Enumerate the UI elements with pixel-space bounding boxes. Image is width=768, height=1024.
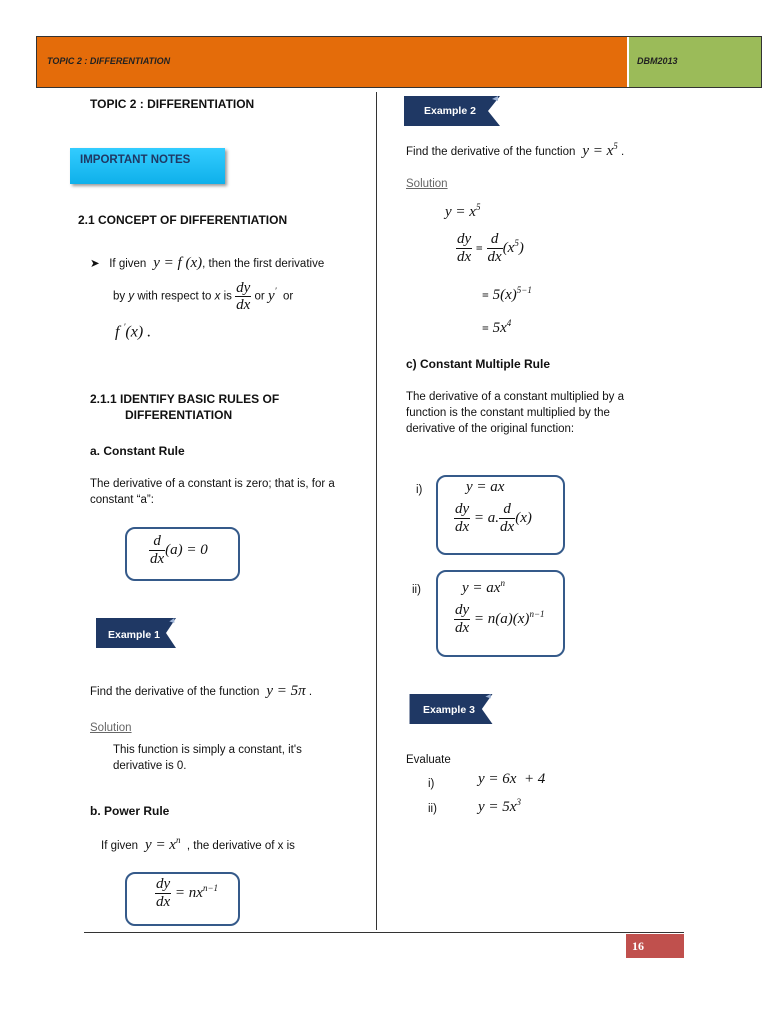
formula-step-5x-power: = $5(x)^{5-1}$ xyxy=(482,285,532,303)
footer-rule xyxy=(84,932,684,933)
section-2-1-1-heading: 2.1.1 IDENTIFY BASIC RULES OF DIFFERENTIATION xyxy=(90,392,280,422)
evaluate-item-i-label: i) xyxy=(428,778,435,790)
formula-derivative-ax: $\frac{dy}{dx}$ = a. $\frac{d}{dx}$ (x) xyxy=(455,501,532,535)
constant-rule-text: The derivative of a constant is zero; that is, for a constant “a”: xyxy=(90,478,335,506)
power-rule-title: b. Power Rule xyxy=(90,804,170,818)
constant-multiple-formula-box-2 xyxy=(436,570,565,657)
formula-y-fx: y = f (x) xyxy=(149,255,203,271)
important-notes-label: IMPORTANT NOTES xyxy=(70,148,225,184)
formula-step-derivative: $\frac{dy}{dx}$ = $\frac{d}{dx}$ $(x^5)$ xyxy=(457,231,524,265)
formula-y-6x-plus-4: y = 6x + 4 xyxy=(478,771,546,787)
arrow-bullet-icon: ➤ xyxy=(90,258,100,270)
constant-rule-title: a. Constant Rule xyxy=(90,444,185,458)
example-2-label: Example 2 xyxy=(424,105,476,117)
formula-f-prime-x: f ′(x) . xyxy=(115,322,152,341)
constant-multiple-rule-title: c) Constant Multiple Rule xyxy=(406,357,550,371)
bullet-definition-line2: by y with respect to x is $\frac{dy}{dx}$ or y′ or xyxy=(113,280,294,313)
power-rule-formula-box xyxy=(125,872,240,926)
formula-y-ax: y = ax xyxy=(466,479,505,495)
evaluate-label: Evaluate xyxy=(406,754,451,766)
example-2-question: Find the derivative of the function $y = x^5$ . xyxy=(406,141,625,159)
formula-y-axn: $y = ax^n$ xyxy=(462,578,505,596)
constant-multiple-formula-box-1 xyxy=(436,475,565,555)
formula-y-prime: y′ xyxy=(267,285,277,304)
example-3-label: Example 3 xyxy=(423,704,475,716)
formula-step-y-x5: $y = x^5$ xyxy=(445,202,481,220)
example-1-solution-label: Solution xyxy=(90,722,132,734)
page-header xyxy=(36,36,762,88)
item-i-label: i) xyxy=(416,484,423,496)
column-divider xyxy=(376,92,377,930)
formula-y-xn: $y = x^n$ xyxy=(141,835,181,853)
formula-derivative-axn: $\frac{dy}{dx}$ = $n(a)(x)^{n-1}$ xyxy=(455,602,545,636)
page-title: TOPIC 2 : DIFFERENTIATION xyxy=(90,97,255,111)
formula-dy-dx: $\frac{dy}{dx}$ xyxy=(236,280,251,313)
header-topic: TOPIC 2 : DIFFERENTIATION xyxy=(47,56,171,66)
power-rule-text: If given $y = x^n$ , the derivative of x is xyxy=(101,835,295,853)
constant-multiple-rule-text: The derivative of a constant multiplied by a function is the constant multiplied by the derivative of the original function: xyxy=(406,391,624,435)
constant-rule-formula-box xyxy=(125,527,240,581)
example-2-solution-label: Solution xyxy=(406,178,448,190)
page-number: 16 xyxy=(626,934,684,958)
formula-y-5pi: y = 5π xyxy=(262,683,306,699)
formula-constant-rule: $\frac{d}{dx}$ (a) = 0 xyxy=(150,533,208,567)
evaluate-item-ii-label: ii) xyxy=(428,803,437,815)
header-orange-bar xyxy=(37,37,627,87)
formula-step-5x4: = $5x^4$ xyxy=(482,318,512,336)
formula-y-x5: $y = x^5$ xyxy=(578,141,618,159)
formula-y-5x3: $y = 5x^3$ xyxy=(478,797,521,815)
bullet-definition-line1: ➤ If given y = f (x), then the first derivative xyxy=(90,255,325,271)
header-course-code: DBM2013 xyxy=(637,56,678,66)
formula-power-rule: $\frac{dy}{dx}$ = $nx^{n-1}$ xyxy=(156,876,219,910)
example-1-solution-text: This function is simply a constant, it's derivative is 0. xyxy=(113,744,302,772)
item-ii-label: ii) xyxy=(412,584,421,596)
header-green-bar xyxy=(629,37,761,87)
section-2-1-heading: 2.1 CONCEPT OF DIFFERENTIATION xyxy=(78,213,288,227)
example-1-question: Find the derivative of the function y = 5π . xyxy=(90,683,313,699)
example-1-label: Example 1 xyxy=(108,629,160,641)
